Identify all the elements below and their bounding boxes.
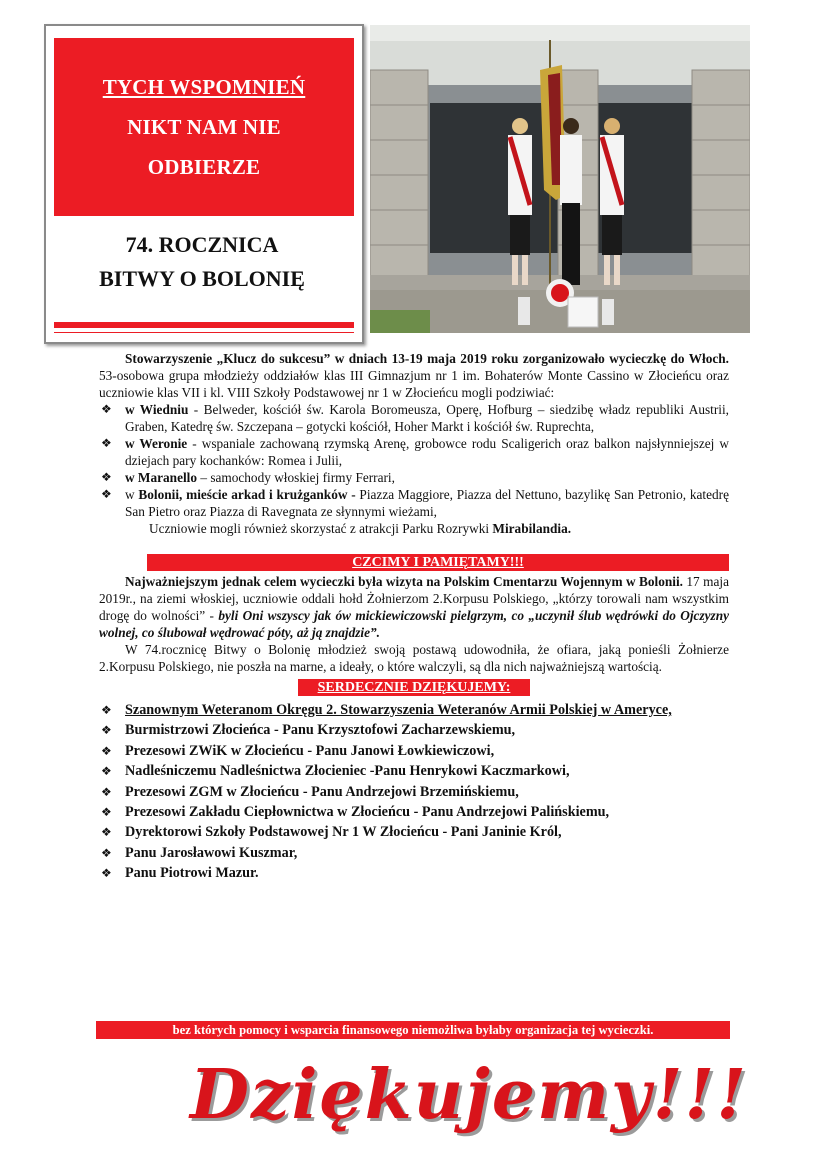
subtitle-line-1: 74. ROCZNICA xyxy=(125,232,279,257)
diamond-bullet-icon: ❖ xyxy=(101,470,112,484)
decorative-red-bar xyxy=(54,322,354,328)
article-body xyxy=(99,350,729,884)
place-prefix: w xyxy=(125,487,139,502)
subtitle-line-2: BITWY O BOLONIĘ xyxy=(99,266,305,291)
decorative-red-line xyxy=(54,332,354,333)
anniversary-paragraph: W 74.rocznicę Bitwy o Bolonię młodzież swoją postawą udowodniła, że ofiara, jaką ponieśli Żołnierze 2.Korpusu Polskiego, nie poszła na marne, a ideały, o które walczyli, są dla nich najważniejszą wartością. xyxy=(99,642,729,674)
list-item: ❖ Prezesowi Zakładu Ciepłownictwa w Złocieńcu - Panu Andrzejowi Palińskiemu, xyxy=(99,802,729,822)
list-item xyxy=(99,435,729,469)
diamond-bullet-icon: ❖ xyxy=(101,723,112,738)
title-line-2: NIKT NAM NIE xyxy=(127,115,281,139)
list-item: ❖ Panu Piotrowi Mazur. xyxy=(99,863,729,883)
diamond-bullet-icon: ❖ xyxy=(101,825,112,840)
intro-lead: Stowarzyszenie „Klucz do sukcesu” w dniach 13-19 maja 2019 roku zorganizowało wycieczkę do Włoch. xyxy=(125,351,729,366)
diamond-bullet-icon: ❖ xyxy=(101,703,112,717)
places-list xyxy=(99,401,729,520)
thanks-list xyxy=(99,700,729,884)
list-item: ❖ Szanownym Weteranom Okręgu 2. Stowarzyszenia Weteranów Armii Polskiej w Ameryce, xyxy=(99,700,729,720)
park-name: Mirabilandia. xyxy=(492,521,572,536)
list-item xyxy=(99,469,729,486)
intro-paragraph xyxy=(99,350,729,401)
list-item: ❖ Nadleśniczemu Nadleśnictwa Złocieniec -Panu Henrykowi Kaczmarkowi, xyxy=(99,761,729,781)
cemetery-paragraph xyxy=(99,573,729,641)
park-paragraph xyxy=(99,520,729,537)
ceremony-photo-illustration xyxy=(370,25,750,333)
place-name: w Maranello xyxy=(125,470,198,485)
diamond-bullet-icon: ❖ xyxy=(101,436,112,450)
banner-dziekujemy: SERDECZNIE DZIĘKUJEMY: xyxy=(298,679,530,696)
place-description: – samochody włoskiej firmy Ferrari, xyxy=(197,470,395,485)
list-item: ❖ Burmistrzowi Złocieńca - Panu Krzysztofowi Zacharzewskiemu, xyxy=(99,720,729,740)
subtitle xyxy=(46,228,358,296)
signoff-heading: Dziękujemy!!! xyxy=(190,1055,749,1135)
list-item: ❖ Prezesowi ZWiK w Złocieńcu - Panu Janowi Łowkiewiczowi, xyxy=(99,741,729,761)
title-line-3: ODBIERZE xyxy=(147,155,261,179)
ceremony-photo xyxy=(370,25,750,333)
diamond-bullet-icon: ❖ xyxy=(101,487,112,501)
diamond-bullet-icon: ❖ xyxy=(101,764,112,779)
cemetery-quote: byli Oni wszyscy jak ów mickiewiczowski pielgrzym, co „uczynił ślub wędrówki do Ojczyzny wolnej, co ślubował wędrować póty, aż ją znajdzie”. xyxy=(99,608,729,640)
list-item: ❖ Prezesowi ZGM w Złocieńcu - Panu Andrzejowi Brzemińskiemu, xyxy=(99,782,729,802)
footer-banner: bez których pomocy i wsparcia finansowego niemożliwa byłaby organizacja tej wycieczki. xyxy=(96,1021,730,1039)
diamond-bullet-icon: ❖ xyxy=(101,402,112,416)
place-description: Piazza Maggiore, Piazza del Nettuno, bazylikę San Petronio, katedrę San Pietro oraz Piazza di Ravegnata ze słynnymi wieżami, xyxy=(125,487,729,519)
place-name: w Wiedniu xyxy=(125,402,189,417)
header-box xyxy=(44,24,364,344)
diamond-bullet-icon: ❖ xyxy=(101,866,112,881)
place-description: - wspaniale zachowaną rzymską Arenę, grobowce rodu Scaligerich oraz balkon najsłynniejszej w dziejach pary kochanków: Romea i Julii, xyxy=(125,436,730,468)
cemetery-rest: 17 maja 2019r., na ziemi włoskiej, uczniowie oddali hołd Żołnierzom 2.Korpusu Polskiego, „którzy torowali nam wszystkim drogę do wolności” - xyxy=(99,574,729,623)
park-text: Uczniowie mogli również skorzystać z atrakcji Parku Rozrywki xyxy=(149,521,493,536)
diamond-bullet-icon: ❖ xyxy=(101,845,112,860)
place-description: - Belweder, kościół św. Karola Boromeusza, Operę, Hofburg – siedzibę władz republiki Austrii, Graben, Katedrę św. Szczepana – gotycki kościół, Hoher Markt i kościół św. Ruprechta, xyxy=(125,402,729,434)
place-name: w Weronie xyxy=(125,436,188,451)
list-item: ❖ Panu Jarosławowi Kuszmar, xyxy=(99,843,729,863)
diamond-bullet-icon: ❖ xyxy=(101,805,112,820)
place-name: Bolonii, mieście arkad i krużganków - xyxy=(138,487,356,502)
banner-czcimy: CZCIMY I PAMIĘTAMY!!! xyxy=(147,554,729,571)
diamond-bullet-icon: ❖ xyxy=(101,784,112,799)
title-panel xyxy=(54,38,354,216)
list-item xyxy=(99,486,729,520)
title-line-1: TYCH WSPOMNIEŃ xyxy=(102,75,306,99)
list-item: ❖ Dyrektorowi Szkoły Podstawowej Nr 1 W Złocieńcu - Pani Janinie Król, xyxy=(99,822,729,842)
intro-rest: 53-osobowa grupa młodzieży oddziałów klas III Gimnazjum nr 1 im. Bohaterów Monte Cassino w Złocieńcu oraz uczniowie klas VII i kl. VIII Szkoły Podstawowej nr 1 w Złocieńcu mogli podziwiać: xyxy=(99,368,729,400)
list-item xyxy=(99,401,729,435)
cemetery-lead: Najważniejszym jednak celem wycieczki była wizyta na Polskim Cmentarzu Wojennym w Bolonii. xyxy=(125,574,683,589)
diamond-bullet-icon: ❖ xyxy=(101,743,112,758)
